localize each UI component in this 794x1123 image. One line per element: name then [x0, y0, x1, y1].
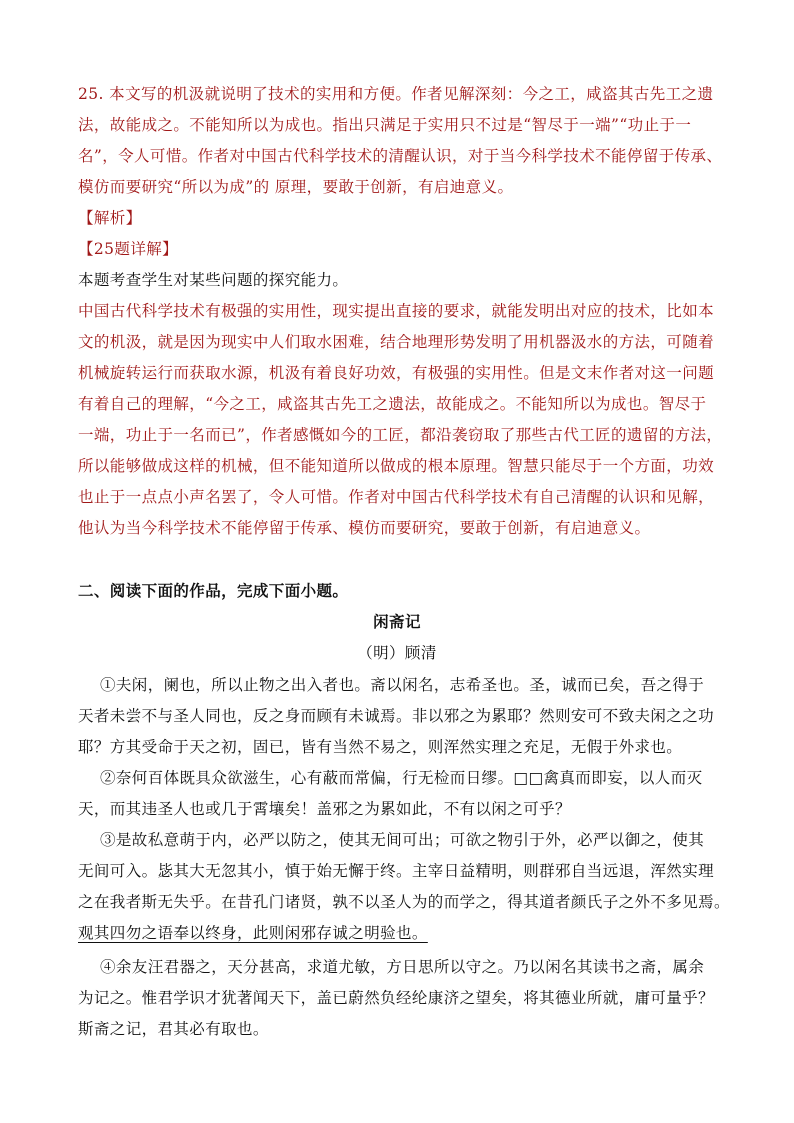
analysis-line-3: 机械旋转运行而获取水源，机汲有着良好功效，有极强的实用性。但是文末作者对这一问题	[78, 364, 715, 382]
analysis-line-5: 一端，功止于一名而已”，作者感慨如今的工匠，都沿袭窃取了那些古代工匠的遗留的方法，	[78, 426, 723, 444]
analysis-line-1: 中国古代科学技术有极强的实用性，现实提出直接的要求，就能发明出对应的技术，比如本	[78, 302, 715, 320]
analysis-tag: 【解析】	[78, 209, 142, 227]
text-line-5: 天，而其违圣人也或几于霄壤矣！盖邪之为累如此，不有以闲之可乎？	[78, 800, 571, 818]
answer-line-1: 25. 本文写的机汲就说明了技术的实用和方便。作者见解深刻：今之工，咸盗其古先工之遗	[78, 85, 714, 103]
text-line-7: 无间可入。毖其大无忽其小，慎于始无懈于终。主宰日益精明，则群邪自当远退，浑然实理	[78, 862, 715, 880]
section-heading: 二、阅读下面的作品，完成下面小题。	[78, 582, 349, 600]
text-line-11: 为记之。惟君学识才犹著闻天下，盖已蔚然负经纶康济之望矣，将其德业所就，庸可量乎？	[78, 989, 715, 1007]
analysis-line-6: 所以能够做成这样的机械，但不能知道所以做成的根本原理。智慧只能尽于一个方面，功效	[78, 457, 715, 475]
text-line-4: ②奈何百体既具众欲滋生，心有蔽而常偏，行无检而日缪。□□禽真而即妄，以人而灭	[100, 769, 703, 787]
analysis-line-2: 文的机汲，就是因为现实中人们取水困难，结合地理形势发明了用机器汲水的方法，可随着	[78, 333, 715, 351]
text-line-2: 天者未尝不与圣人同也，反之身而顾有未诚焉。非以邪之为累耶？然则安可不致夫闲之之功	[78, 707, 715, 725]
analysis-intro: 本题考查学生对某些问题的探究能力。	[78, 271, 349, 289]
analysis-line-7: 也止于一点点小声名罢了，令人可惜。作者对中国古代科学技术有自己清醒的认识和见解，	[78, 488, 715, 506]
text-line-8: 之在我者斯无失乎。在昔孔门诸贤，孰不以圣人为的而学之，得其道者颜氏子之外不多见焉。	[78, 893, 730, 911]
text-line-10: ④余友汪君器之，天分甚高，求道尤敏，方日思所以守之。乃以闲名其读书之斋，属余	[100, 958, 705, 976]
text-line-12: 斯斋之记，君其必有取也。	[78, 1020, 269, 1038]
text-line-9-underlined: 观其四勿之语奉以终身，此则闲邪存诚之明验也。	[78, 924, 428, 942]
author-line: （明）顾清	[357, 644, 437, 662]
text-line-1: ①夫闲，阑也，所以止物之出入者也。斋以闲名，志希圣也。圣，诚而已矣，吾之得于	[100, 676, 705, 694]
answer-line-2: 法，故能成之。不能知所以为成也。指出只满足于实用只不过是“智尽于一端”“功止于一	[78, 116, 692, 134]
analysis-line-8: 他认为当今科学技术不能停留于传承、模仿而要研究，要敢于创新，有启迪意义。	[78, 519, 651, 537]
text-line-6: ③是故私意萌于内，必严以防之，使其无间可出；可欲之物引于外，必严以御之，使其	[100, 831, 705, 849]
text-line-3: 耶？方其受命于天之初，固已，皆有当然不易之，则浑然实理之充足，无假于外求也。	[78, 738, 683, 756]
answer-line-3: 名”，令人可惜。作者对中国古代科学技术的清醒认识，对于当今科学技术不能停留于传承、	[78, 147, 723, 165]
poem-title: 闲斋记	[373, 613, 421, 631]
answer-line-4: 模仿而要研究“所以为成”的 原理，要敢于创新，有启迪意义。	[78, 178, 514, 196]
analysis-line-4: 有着自己的理解，“今之工，咸盗其古先工之遗法，故能成之。不能知所以为成也。智尽于	[78, 395, 707, 413]
detail-tag: 【25题详解】	[78, 240, 179, 258]
